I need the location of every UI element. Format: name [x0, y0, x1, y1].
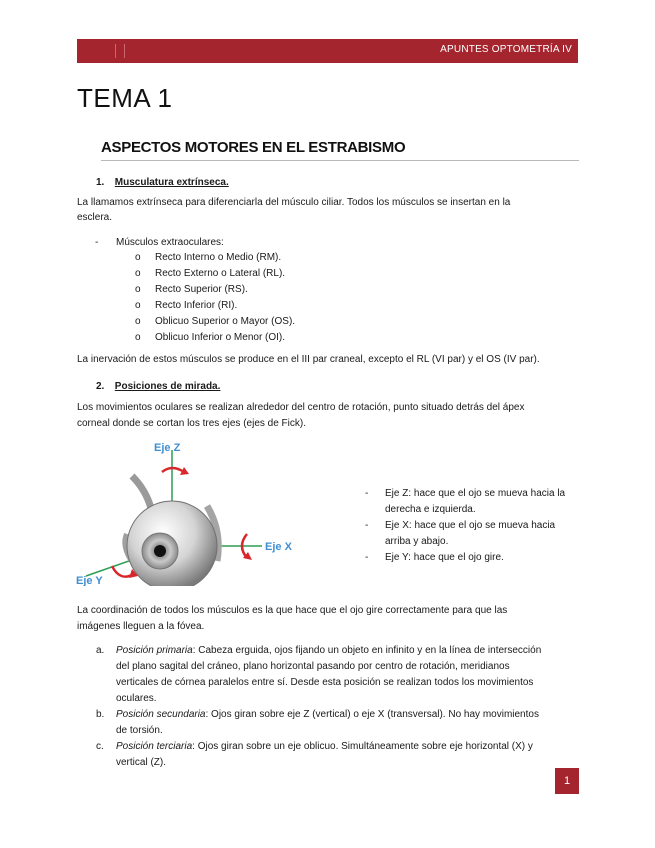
subsection-2-number: 2.	[96, 381, 105, 392]
position-text: : Ojos giran sobre un eje oblicuo. Simultáneamente sobre eje horizontal (X) y	[192, 741, 533, 752]
position-text-cont: verticales de córnea paralelos entre sí. Desde esta posición se realizan todos los movimientos	[116, 677, 534, 688]
s1-intro-line1: La llamamos extrínseca para diferenciarla del músculo ciliar. Todos los músculos se insertan en la	[77, 197, 511, 208]
bullet: o	[135, 300, 141, 311]
muscle-name: Oblicuo Superior o Mayor (OS).	[155, 316, 296, 327]
position-text-cont: de torsión.	[116, 725, 163, 736]
list-letter: a.	[96, 645, 105, 656]
dash: -	[365, 488, 369, 499]
s1-intro-line2: esclera.	[77, 212, 113, 223]
s2-intro-line1: Los movimientos oculares se realizan alrededor del centro de rotación, punto situado detrás del ápex	[77, 402, 525, 413]
list-item	[96, 707, 586, 723]
muscle-list	[135, 250, 435, 346]
muscle-name: Recto Inferior (RI).	[155, 300, 238, 311]
coordination-line2: imágenes lleguen a la fóvea.	[77, 621, 205, 632]
list-item	[135, 282, 435, 298]
s2-intro-line2: corneal donde se cortan los tres ejes (ejes de Fick).	[77, 418, 306, 429]
label-eje-y: Eje Y	[76, 575, 103, 586]
list-letter: c.	[96, 741, 104, 752]
label-eje-x: Eje X	[265, 541, 292, 553]
coordination-line1: La coordinación de todos los músculos es la que hace que el ojo gire correctamente para que las	[77, 605, 508, 616]
subsection-1-title: Musculatura extrínseca.	[114, 177, 229, 188]
list-letter: b.	[96, 709, 105, 720]
list-item	[135, 314, 435, 330]
dash: -	[365, 520, 369, 531]
list-item	[96, 739, 586, 755]
list-item	[135, 330, 435, 346]
pupil	[154, 545, 166, 557]
position-name: Posición secundaria	[116, 709, 206, 720]
position-text: : Cabeza erguida, ojos fijando un objeto en infinito y en la línea de intersección	[192, 645, 542, 656]
header-title: APUNTES OPTOMETRÍA IV	[440, 44, 572, 55]
bullet: o	[135, 332, 141, 343]
list-item	[365, 518, 585, 534]
positions-list	[96, 643, 586, 771]
subsection-2-title: Posiciones de mirada.	[114, 381, 221, 392]
header-bar	[77, 39, 578, 63]
section-divider	[101, 160, 579, 161]
list-item	[96, 643, 586, 659]
subsection-2-heading	[96, 376, 220, 394]
axis-text-cont: derecha e izquierda.	[385, 504, 476, 515]
axis-text: Eje Z: hace que el ojo se mueva hacia la	[385, 488, 566, 499]
muscle-name: Recto Superior (RS).	[155, 284, 248, 295]
axis-description-list	[365, 486, 585, 566]
subsection-1-heading	[96, 172, 229, 190]
bullet: o	[135, 284, 141, 295]
section-title: ASPECTOS MOTORES EN EL ESTRABISMO	[101, 139, 406, 156]
muscle-name: Recto Externo o Lateral (RL).	[155, 268, 286, 279]
s1-innervation: La inervación de estos músculos se produce en el III par craneal, excepto el RL (VI par) y el OS (IV par).	[77, 354, 540, 365]
list-item	[135, 250, 435, 266]
list-item	[365, 550, 585, 566]
chapter-title: TEMA 1	[77, 83, 173, 113]
eye-diagram	[72, 436, 302, 586]
axis-text-cont: arriba y abajo.	[385, 536, 449, 547]
position-text: : Ojos giran sobre eje Z (vertical) o eje X (transversal). No hay movimientos	[205, 709, 539, 720]
position-text-cont: oculares.	[116, 693, 157, 704]
label-eje-z: Eje Z	[154, 442, 181, 454]
header-decoration	[115, 44, 125, 58]
dash: -	[365, 552, 369, 563]
muscle-name: Oblicuo Inferior o Menor (OI).	[155, 332, 286, 343]
bullet: o	[135, 316, 141, 327]
z-rotation-arrow	[162, 468, 184, 472]
position-text-cont: vertical (Z).	[116, 757, 166, 768]
muscle-list-dash: -	[95, 237, 99, 248]
page-number: 1	[555, 768, 579, 794]
bullet: o	[135, 268, 141, 279]
list-item	[135, 298, 435, 314]
position-name: Posición primaria	[116, 645, 193, 656]
axis-text: Eje X: hace que el ojo se mueva hacia	[385, 520, 556, 531]
position-text-cont: del plano sagital del cráneo, plano horizontal pasando por centro de rotación, meridianos	[116, 661, 510, 672]
subsection-1-number: 1.	[96, 177, 105, 188]
list-item	[365, 486, 585, 502]
muscle-list-title: Músculos extraoculares:	[116, 237, 224, 248]
muscle-name: Recto Interno o Medio (RM).	[155, 252, 282, 263]
position-name: Posición terciaria	[116, 741, 193, 752]
eye-axes-figure	[72, 436, 302, 586]
bullet: o	[135, 252, 141, 263]
axis-text: Eje Y: hace que el ojo gire.	[385, 552, 504, 563]
list-item	[135, 266, 435, 282]
